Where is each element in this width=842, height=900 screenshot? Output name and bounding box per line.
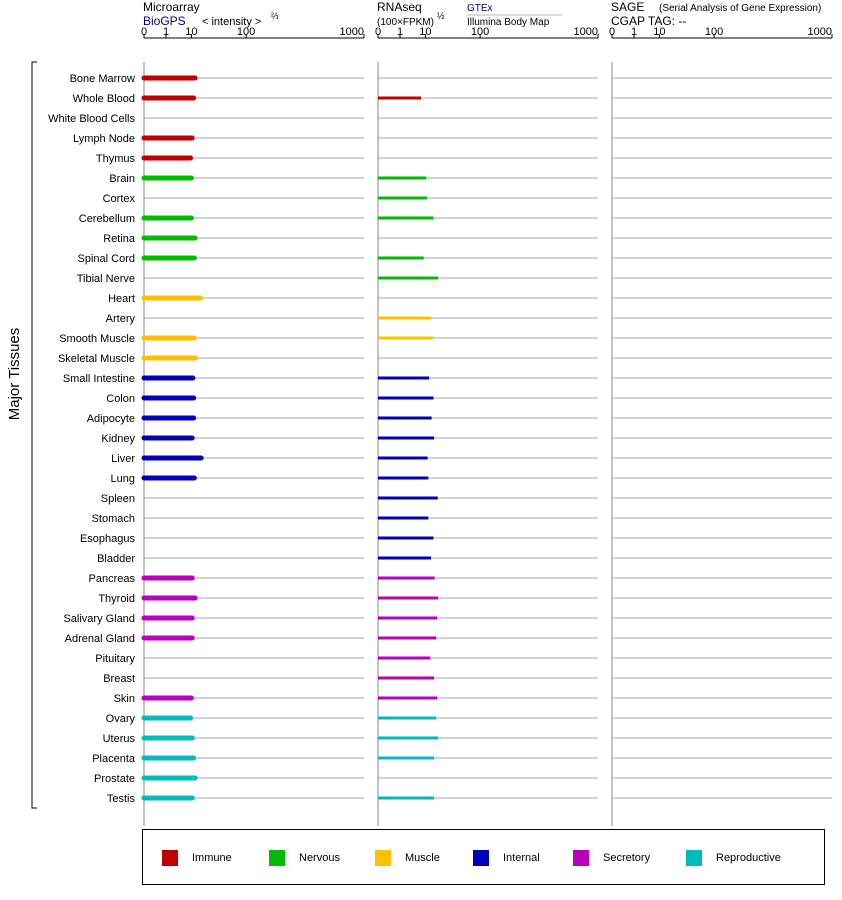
tissue-label: Whole Blood: [72, 93, 135, 105]
tissue-label: Spinal Cord: [77, 253, 135, 265]
tissue-label: Cerebellum: [78, 213, 135, 225]
tissue-label: Adipocyte: [86, 413, 135, 425]
gtex-link: GTEx: [467, 3, 493, 14]
legend-swatch: [375, 850, 391, 866]
tissue-label: Lymph Node: [73, 133, 135, 145]
biogps-link: BioGPS: [143, 14, 186, 28]
legend-label: Internal: [503, 852, 540, 864]
legend-swatch: [269, 850, 285, 866]
tissue-label: Bone Marrow: [69, 73, 135, 85]
tissue-label: White Blood Cells: [48, 113, 135, 125]
x-tick-label: 10: [185, 26, 198, 38]
tissue-label: Uterus: [102, 733, 135, 745]
panel-subtitle: < intensity >: [202, 16, 262, 28]
tissue-label: Adrenal Gland: [64, 633, 135, 645]
panel-subtitle: CGAP TAG: --: [611, 14, 687, 28]
x-tick-label: 0: [140, 26, 148, 38]
tissue-label: Lung: [110, 473, 135, 485]
tissue-label: Spleen: [100, 493, 135, 505]
x-tick-label: 1000: [339, 26, 364, 38]
tissue-label: Skeletal Muscle: [57, 353, 135, 365]
x-tick-label: 100: [470, 26, 490, 38]
x-tick-label: 10: [653, 26, 666, 38]
x-tick-label: 100: [704, 26, 724, 38]
panel-title-note: (Serial Analysis of Gene Expression): [659, 3, 822, 14]
tissue-label: Thymus: [95, 153, 135, 165]
tissue-label: Small Intestine: [62, 373, 135, 385]
tissue-label: Breast: [103, 673, 135, 685]
tissue-label: Liver: [111, 453, 135, 465]
tissue-label: Bladder: [97, 553, 135, 565]
legend-swatch: [573, 850, 589, 866]
legend-label: Reproductive: [716, 852, 781, 864]
x-tick-label: 0: [608, 26, 616, 38]
x-tick-label: 1: [630, 26, 638, 38]
tissue-label: Smooth Muscle: [59, 333, 135, 345]
x-tick-label: 1: [162, 26, 170, 38]
tissue-label: Thyroid: [98, 593, 135, 605]
side-bracket: [32, 62, 37, 808]
tissue-label: Prostate: [94, 773, 135, 785]
tissue-label: Stomach: [91, 513, 135, 525]
tissue-label: Heart: [108, 293, 135, 305]
tissue-label: Pituitary: [95, 653, 135, 665]
x-tick-label: 10: [419, 26, 432, 38]
legend-swatch: [473, 850, 489, 866]
legend-label: Immune: [192, 852, 232, 864]
tissue-label: Placenta: [92, 753, 135, 765]
tissue-label: Cortex: [102, 193, 135, 205]
legend: [142, 829, 825, 885]
panel-title: Microarray: [143, 0, 200, 14]
side-label: Major Tissues: [6, 327, 23, 421]
legend-label: Nervous: [299, 852, 340, 864]
x-tick-label: 0: [374, 26, 382, 38]
legend-swatch: [162, 850, 178, 866]
legend-label: Muscle: [405, 852, 440, 864]
illumina-link: Illumina Body Map: [467, 17, 550, 28]
x-tick-label: 1000: [573, 26, 598, 38]
tissue-label: Pancreas: [88, 573, 135, 585]
x-tick-label: 100: [236, 26, 256, 38]
tissue-label: Skin: [113, 693, 135, 705]
tissue-label: Colon: [106, 393, 135, 405]
tissue-label: Salivary Gland: [63, 613, 135, 625]
tissue-label: Tibial Nerve: [76, 273, 135, 285]
panel-subtitle-power: ⅔: [271, 11, 279, 21]
tissue-label: Artery: [105, 313, 135, 325]
tissue-label: Brain: [109, 173, 135, 185]
legend-label: Secretory: [603, 852, 651, 864]
panel-subtitle-power: ½: [437, 11, 445, 21]
panel-subtitle: (100×FPKM): [377, 17, 434, 28]
tissue-label: Kidney: [101, 433, 135, 445]
panel-title: RNAseq: [377, 0, 422, 14]
tissue-label: Retina: [103, 233, 135, 245]
legend-swatch: [686, 850, 702, 866]
x-tick-label: 1: [396, 26, 404, 38]
x-tick-label: 1000: [807, 26, 832, 38]
tissue-label: Ovary: [105, 713, 135, 725]
tissue-label: Esophagus: [79, 533, 135, 545]
panel-title: SAGE: [611, 0, 645, 14]
tissue-label: Testis: [106, 793, 135, 805]
